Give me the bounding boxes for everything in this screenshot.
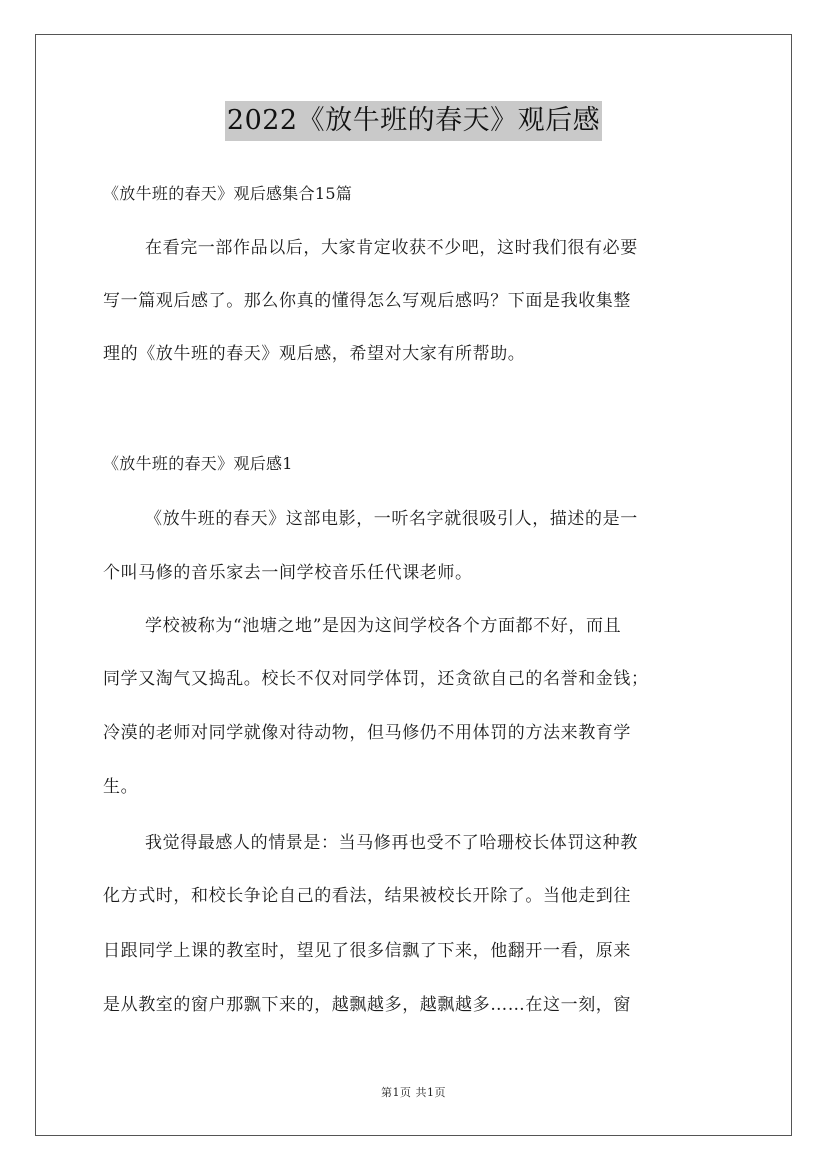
paragraph-line: 是从教室的窗户那飘下来的，越飘越多，越飘越多……在这一刻，窗	[103, 995, 631, 1015]
paragraph-line: 写一篇观后感了。那么你真的懂得怎么写观后感吗？下面是我收集整	[103, 291, 631, 311]
paragraph-line: 日跟同学上课的教室时，望见了很多信飘了下来，他翻开一看，原来	[103, 941, 631, 961]
paragraph-line: 生。	[103, 777, 139, 797]
document-subtitle: 《放牛班的春天》观后感集合15篇	[103, 184, 353, 203]
paragraph-line: 冷漠的老师对同学就像对待动物，但马修仍不用体罚的方法来教育学	[103, 723, 631, 743]
paragraph-line: 个叫马修的音乐家去一间学校音乐任代课老师。	[103, 563, 473, 583]
paragraph-line: 化方式时，和校长争论自己的看法，结果被校长开除了。当他走到往	[103, 886, 631, 906]
section-heading: 《放牛班的春天》观后感1	[103, 454, 293, 473]
page-number: 第1页 共1页	[381, 1086, 446, 1099]
title-container	[0, 101, 827, 141]
paragraph-line: 理的《放牛班的春天》观后感，希望对大家有所帮助。	[103, 344, 526, 364]
paragraph-line: 我觉得最感人的情景是：当马修再也受不了哈珊校长体罚这种教	[145, 833, 638, 853]
paragraph-line: 同学又淘气又捣乱。校长不仅对同学体罚，还贪欲自己的名誉和金钱；	[103, 669, 649, 689]
paragraph-line: 学校被称为“池塘之地”是因为这间学校各个方面都不好，而且	[145, 616, 622, 636]
document-title: 2022《放牛班的春天》观后感	[225, 101, 602, 141]
paragraph-line: 在看完一部作品以后，大家肯定收获不少吧，这时我们很有必要	[145, 238, 638, 258]
paragraph-line: 《放牛班的春天》这部电影，一听名字就很吸引人，描述的是一	[145, 509, 638, 529]
